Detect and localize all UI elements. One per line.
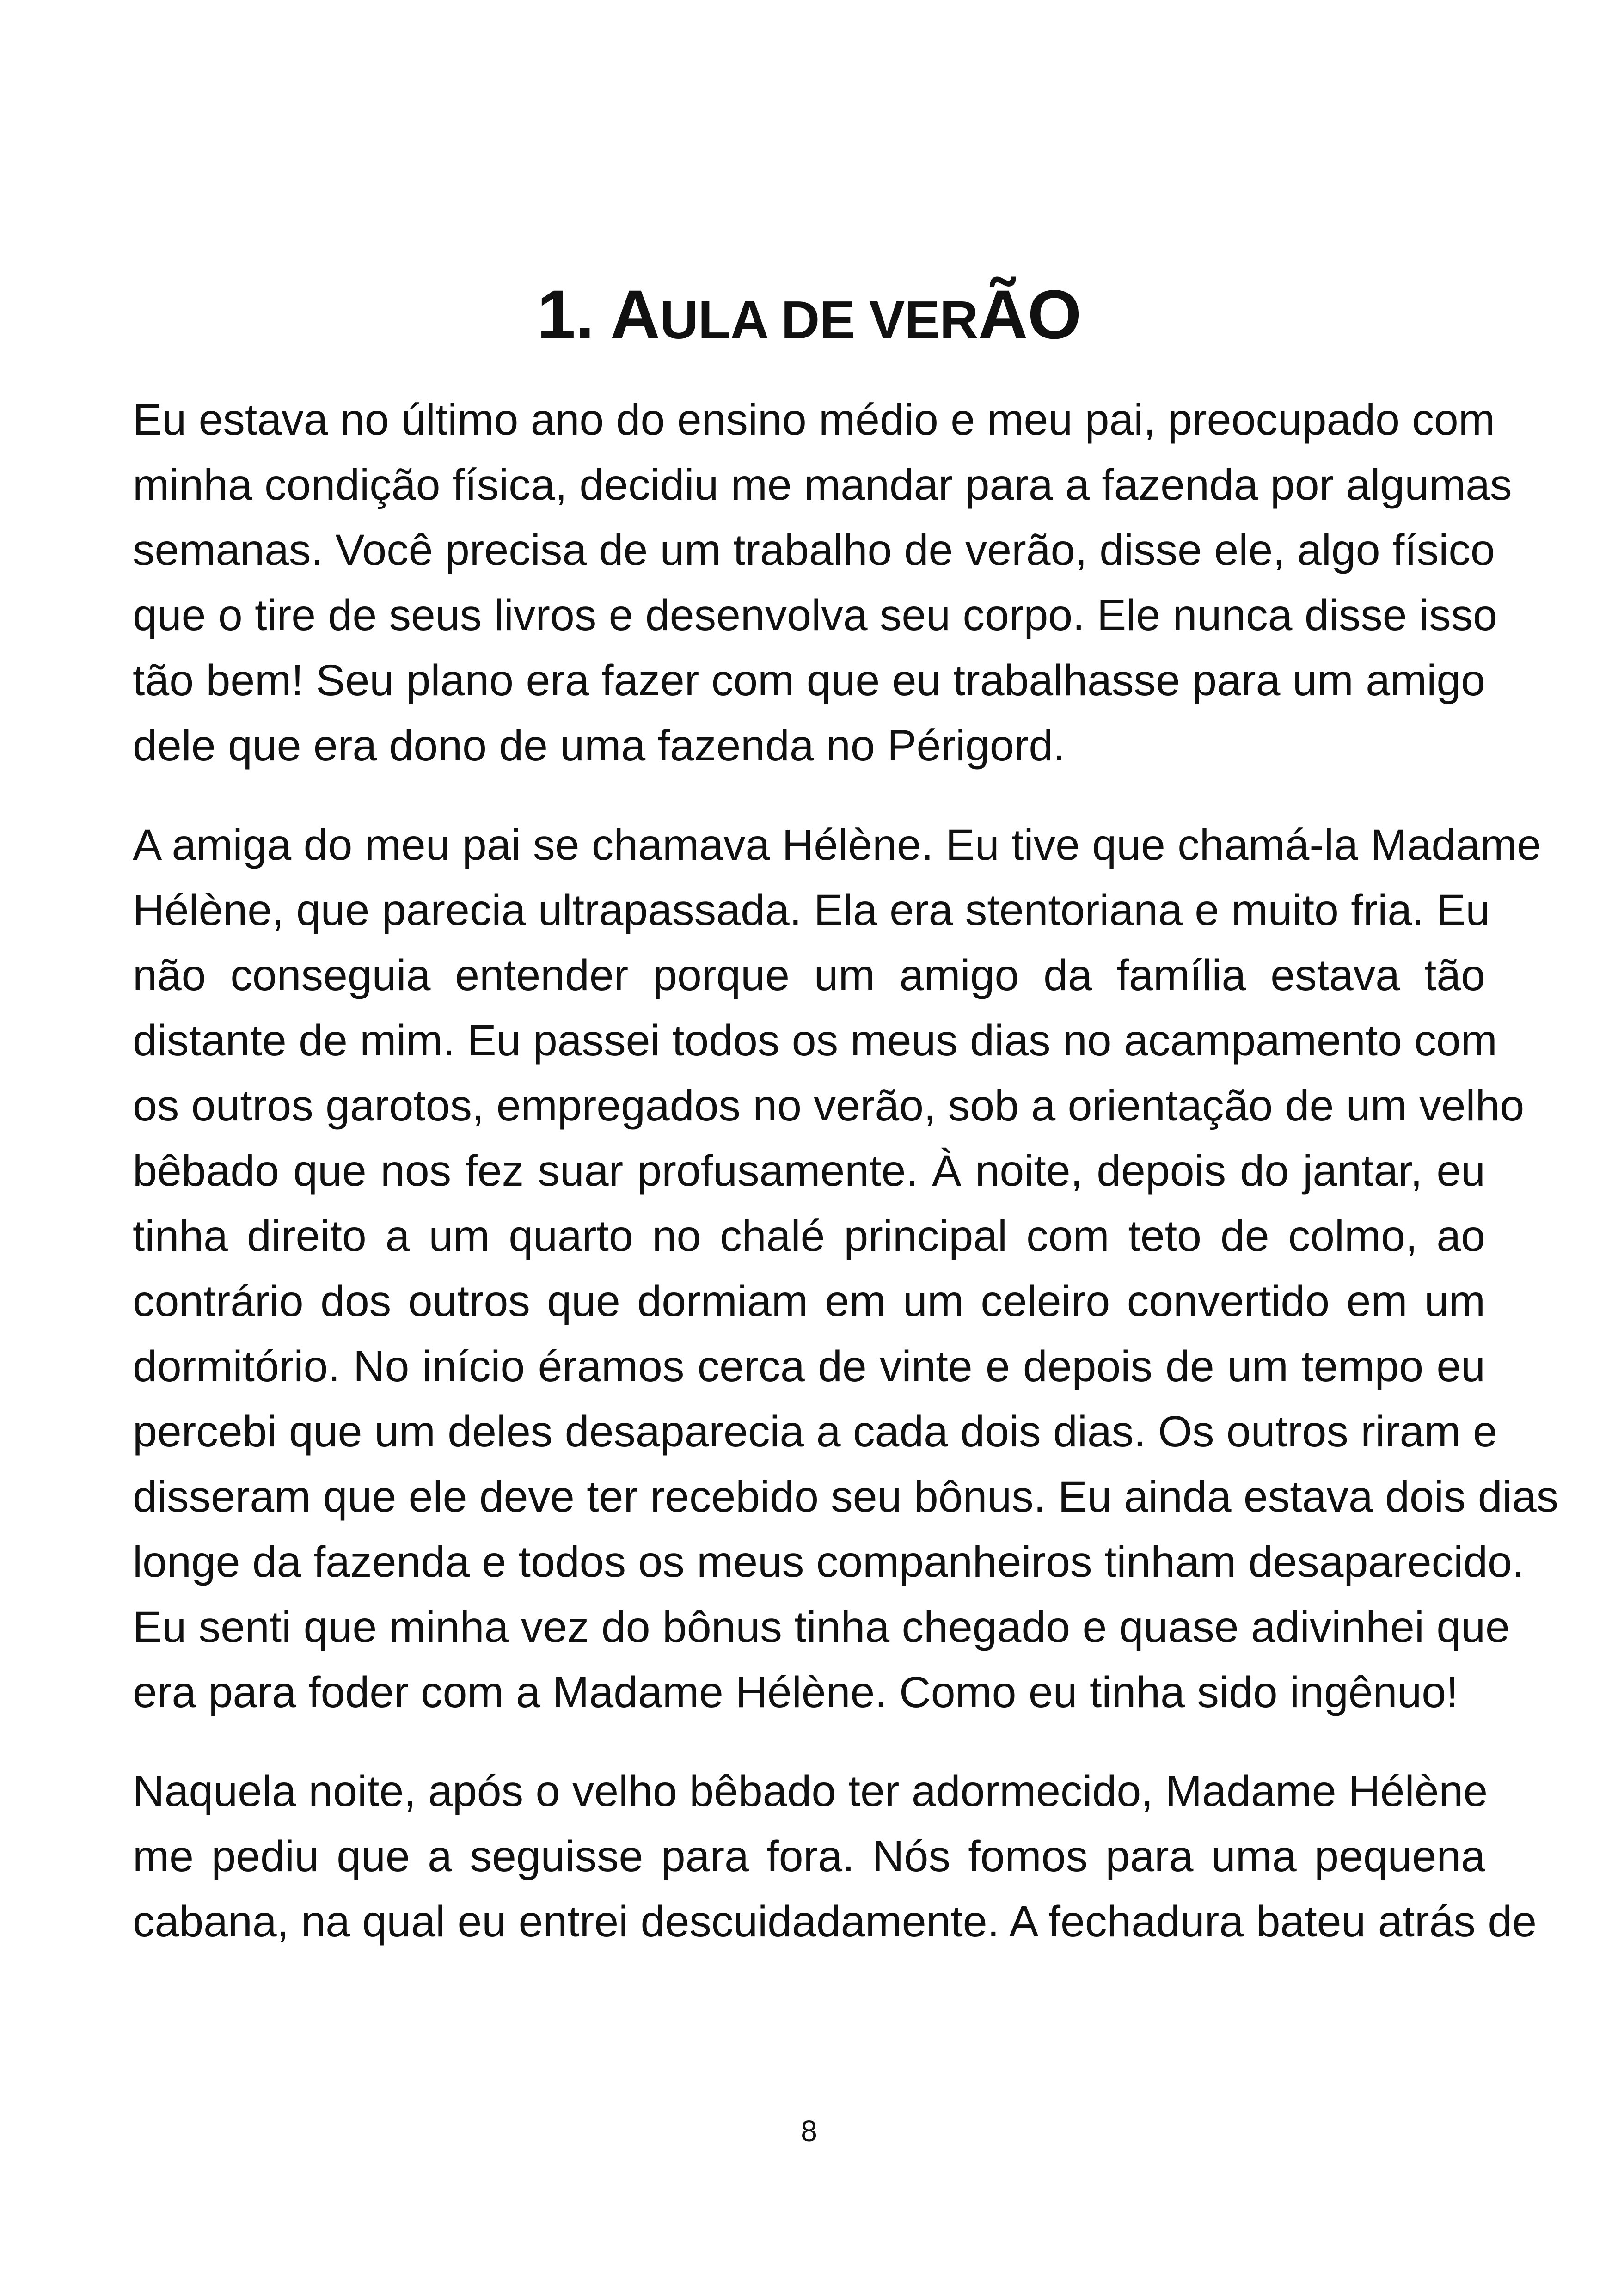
text-line: não conseguia entender porque um amigo da família estava tão xyxy=(133,951,1485,1000)
text-line: dormitório. No início éramos cerca de vinte e depois de um tempo eu xyxy=(133,1342,1485,1391)
text-line: era para foder com a Madame Hélène. Como eu tinha sido ingênuo! xyxy=(133,1668,1459,1717)
chapter-title-ending: ÃO xyxy=(978,276,1081,353)
chapter-title-smallcaps: ULA DE VER xyxy=(660,290,978,350)
text-line: contrário dos outros que dormiam em um celeiro convertido em um xyxy=(133,1277,1485,1326)
text-line: tão bem! Seu plano era fazer com que eu trabalhasse para um amigo xyxy=(133,656,1485,705)
paragraph-2 xyxy=(133,813,1559,1725)
text-line: os outros garotos, empregados no verão, sob a orientação de um velho xyxy=(133,1081,1525,1130)
chapter-number: 1. xyxy=(537,276,594,353)
text-line: minha condição física, decidiu me mandar para a fazenda por algumas xyxy=(133,460,1512,509)
text-line: bêbado que nos fez suar profusamente. À noite, depois do jantar, eu xyxy=(133,1146,1485,1195)
text-line: que o tire de seus livros e desenvolva seu corpo. Ele nunca disse isso xyxy=(133,591,1497,640)
text-line: semanas. Você precisa de um trabalho de verão, disse ele, algo físico xyxy=(133,526,1495,575)
text-line: disseram que ele deve ter recebido seu bônus. Eu ainda estava dois dias xyxy=(133,1472,1559,1521)
chapter-title-initial: A xyxy=(610,276,660,353)
text-line: cabana, na qual eu entrei descuidadamente. A fechadura bateu atrás de xyxy=(133,1897,1537,1946)
text-line: Naquela noite, após o velho bêbado ter adormecido, Madame Hélène xyxy=(133,1767,1488,1816)
paragraph-3 xyxy=(133,1759,1537,1954)
text-line: Hélène, que parecia ultrapassada. Ela era stentoriana e muito fria. Eu xyxy=(133,886,1490,935)
text-line: A amiga do meu pai se chamava Hélène. Eu tive que chamá-la Madame xyxy=(133,820,1541,869)
text-line: Eu estava no último ano do ensino médio e meu pai, preocupado com xyxy=(133,395,1495,444)
text-line: me pediu que a seguisse para fora. Nós fomos para uma pequena xyxy=(133,1832,1485,1881)
paragraph-1 xyxy=(133,387,1512,778)
text-line: longe da fazenda e todos os meus companheiros tinham desaparecido. xyxy=(133,1537,1525,1586)
text-line: dele que era dono de uma fazenda no Périgord. xyxy=(133,721,1066,770)
text-line: tinha direito a um quarto no chalé principal com teto de colmo, ao xyxy=(133,1212,1485,1261)
text-line: percebi que um deles desaparecia a cada dois dias. Os outros riram e xyxy=(133,1407,1497,1456)
chapter-title xyxy=(0,273,1618,361)
text-line: distante de mim. Eu passei todos os meus dias no acampamento com xyxy=(133,1016,1497,1065)
page-number: 8 xyxy=(801,2114,817,2148)
text-line: Eu senti que minha vez do bônus tinha chegado e quase adivinhei que xyxy=(133,1603,1510,1652)
